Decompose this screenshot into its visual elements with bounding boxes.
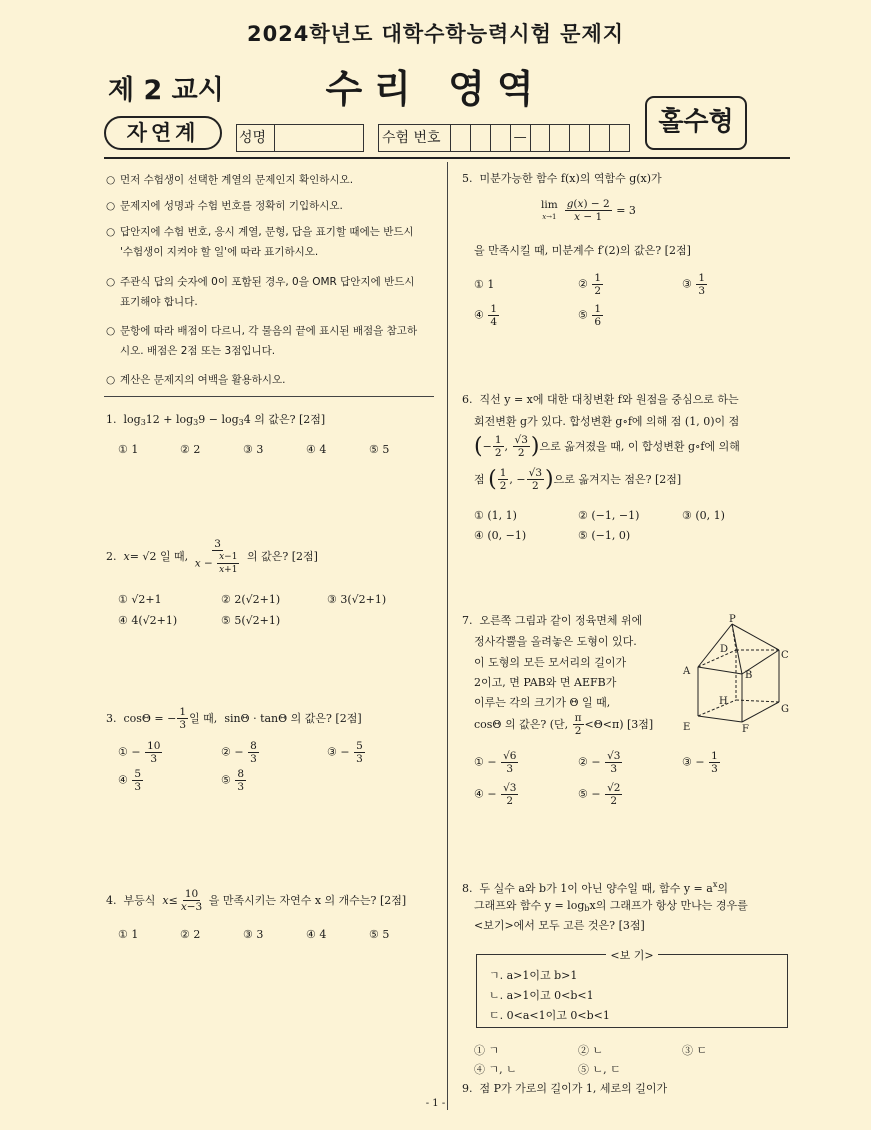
exam-number-field[interactable]: [378, 124, 630, 152]
answer-option[interactable]: ③ − $\frac{5}{3}$: [327, 740, 363, 765]
column-divider: [447, 162, 448, 1110]
answer-option[interactable]: ⑤ (−1, 0): [578, 529, 631, 542]
q8-line: <보기>에서 모두 고른 것은? [3점]: [474, 919, 645, 932]
q5-stem-end: 을 만족시킬 때, 미분계수 f′(2)의 값은? [2점]: [474, 244, 691, 257]
q6-options: [474, 509, 725, 522]
answer-option[interactable]: ③ 3: [243, 443, 264, 456]
exam-number-digit[interactable]: [491, 125, 511, 151]
answer-option[interactable]: ⑤ − $\frac{√2}{2}$: [578, 782, 621, 807]
exam-number-digit[interactable]: [610, 125, 629, 151]
vertex-label: P: [729, 614, 736, 625]
q6-line: 점 ( $\frac{1}{2}$ , − $\frac{√3}{2}$ ) 으로 옮겨지는 점은? [2점]: [474, 466, 682, 492]
name-field[interactable]: [236, 124, 364, 152]
question-3: 3. cosΘ = − $\frac{1}{3}$ 일 때, sinΘ · tanΘ 의 값은? [2점]: [106, 706, 362, 731]
answer-option[interactable]: ④ 4: [306, 443, 327, 456]
cube-pyramid-figure: [676, 612, 792, 736]
q2-options: [118, 593, 386, 606]
answer-option[interactable]: ④ 4(√2+1): [118, 614, 178, 627]
q5-options: [474, 272, 708, 297]
q6-line: 회전변환 g가 있다. 합성변환 g∘f에 의해 점 (1, 0)이 점: [474, 415, 740, 428]
q7-line: cosΘ 의 값은? (단, $\frac{\pi}{2}$ <Θ<π) [3점]: [474, 712, 654, 737]
q4-options: [118, 928, 389, 941]
question-4: 4. 부등식 x ≤ $\frac{10}{x-3}$ 을 만족시키는 자연수 x 의 개수는? [2점]: [106, 888, 407, 913]
name-input-area[interactable]: [275, 125, 363, 151]
vertex-label: E: [683, 722, 691, 733]
answer-option[interactable]: ④ 4: [306, 928, 327, 941]
answer-option[interactable]: ① 1: [118, 928, 139, 941]
vertex-label: F: [742, 724, 749, 735]
exam-number-digit[interactable]: [531, 125, 551, 151]
q1-options: [118, 443, 389, 456]
question-7: 7. 오른쪽 그림과 같이 정육면체 위에: [462, 614, 643, 627]
q3-options: [118, 768, 247, 793]
q2-options: [118, 614, 280, 627]
answer-option[interactable]: ④ − $\frac{√3}{2}$: [474, 782, 517, 807]
instruction-item: ○ 답안지에 수험 번호, 응시 계열, 문형, 답을 표기할 때에는 반드시 '수험생이 지켜야 할 일'에 따라 표기하시오.: [106, 226, 414, 258]
q6-line: ( − $\frac{1}{2}$ , $\frac{√3}{2}$ ) 으로 옮겨졌을 때, 이 합성변환 g∘f에 의해: [474, 433, 740, 459]
answer-option[interactable]: ⑤ $\frac{1}{6}$: [578, 303, 602, 328]
answer-option[interactable]: ④ $\frac{5}{3}$: [118, 768, 142, 793]
track-badge: 자연계: [104, 116, 222, 150]
answer-option[interactable]: ① √2+1: [118, 593, 162, 606]
exam-period: 제 2 교시: [108, 75, 224, 106]
answer-option[interactable]: ⑤ 5: [369, 443, 390, 456]
answer-option[interactable]: ③ − $\frac{1}{3}$: [682, 750, 718, 775]
instructions-divider: [104, 396, 434, 397]
question-9: 9. 점 P가 가로의 길이가 1, 세로의 길이가: [462, 1082, 668, 1095]
answer-option[interactable]: ⑤ ㄴ, ㄷ: [578, 1063, 621, 1076]
q8-options: [474, 1061, 621, 1077]
vertex-label: B: [745, 670, 753, 681]
answer-option[interactable]: ② − $\frac{√3}{3}$: [578, 750, 621, 775]
bogi-item: ㄴ. a>1이고 0<b<1: [489, 989, 594, 1002]
form-type-badge: 홀수형: [645, 96, 747, 150]
exam-number-digit[interactable]: [590, 125, 610, 151]
instruction-item: ○ 계산은 문제지의 여백을 활용하시오.: [106, 374, 286, 386]
vertex-label: G: [781, 704, 789, 715]
answer-option[interactable]: ② − $\frac{8}{3}$: [221, 740, 257, 765]
q7-line: 이 도형의 모든 모서리의 길이가: [474, 656, 627, 669]
question-1: 1. $\log_312 + \log_39 - \log_34$ 의 값은? [2점]: [106, 413, 326, 427]
exam-number-digit[interactable]: [451, 125, 471, 151]
answer-option[interactable]: ① − $\frac{10}{3}$: [118, 740, 161, 765]
answer-option[interactable]: ① 1: [474, 278, 495, 291]
q7-line: 정사각뿔을 올려놓은 도형이 있다.: [474, 635, 637, 648]
question-6: 6. 직선 y = x에 대한 대칭변환 f와 원점을 중심으로 하는: [462, 393, 739, 406]
answer-option[interactable]: ③ (0, 1): [682, 509, 725, 522]
exam-number-digit[interactable]: [570, 125, 590, 151]
q8-line: 그래프와 함수 $y = \log_bx$의 그래프가 항상 만나는 경우를: [474, 899, 748, 913]
subject-title: 수리 영역: [325, 67, 546, 111]
q7-options: [474, 782, 623, 807]
vertex-label: C: [781, 650, 789, 661]
answer-option[interactable]: ③ ㄷ: [682, 1044, 708, 1057]
answer-option[interactable]: ④ $\frac{1}{4}$: [474, 303, 498, 328]
q7-line: 이루는 각의 크기가 Θ 일 때,: [474, 696, 611, 709]
question-8: 8. 두 실수 a와 b가 1이 아닌 양수일 때, 함수 $y = a^x$의: [462, 880, 728, 895]
bogi-box: [476, 949, 788, 1028]
answer-option[interactable]: ② 2: [180, 443, 201, 456]
exam-number-digit[interactable]: [550, 125, 570, 151]
answer-option[interactable]: ⑤ 5(√2+1): [221, 614, 281, 627]
exam-number-label: 수험 번호: [379, 125, 451, 151]
bogi-title: <보 기>: [606, 949, 657, 962]
answer-option[interactable]: ⑤ 5: [369, 928, 390, 941]
page-number: - 1 -: [425, 1098, 446, 1109]
answer-option[interactable]: ② 2(√2+1): [221, 593, 281, 606]
bogi-item: ㄷ. 0<a<1이고 0<b<1: [489, 1009, 610, 1022]
answer-option[interactable]: ① (1, 1): [474, 509, 517, 522]
answer-option[interactable]: ② (−1, −1): [578, 509, 640, 522]
vertex-label: D: [720, 644, 729, 655]
answer-option[interactable]: ⑤ $\frac{8}{3}$: [221, 768, 245, 793]
answer-option[interactable]: ② 2: [180, 928, 201, 941]
answer-option[interactable]: ③ $\frac{1}{3}$: [682, 272, 706, 297]
answer-option[interactable]: ① 1: [118, 443, 139, 456]
instruction-item: ○ 문제지에 성명과 수험 번호를 정확히 기입하시오.: [106, 200, 343, 212]
q8-options: [474, 1042, 707, 1058]
q7-options: [474, 750, 721, 775]
header-divider: [104, 157, 790, 159]
answer-option[interactable]: ① − $\frac{√6}{3}$: [474, 750, 517, 775]
answer-option[interactable]: ② $\frac{1}{2}$: [578, 272, 602, 297]
q7-line: 2이고, 면 PAB와 면 AEFB가: [474, 676, 617, 689]
exam-number-dash: —: [511, 125, 531, 151]
instruction-item: ○ 문항에 따라 배점이 다르니, 각 물음의 끝에 표시된 배점을 참고하 시오. 배점은 2점 또는 3점입니다.: [106, 325, 418, 357]
answer-option[interactable]: ④ (0, −1): [474, 529, 527, 542]
name-label: 성명: [237, 125, 275, 151]
q5-limit: lim x→1 $\frac{g(x) - 2}{x - 1}$ = 3: [541, 198, 636, 223]
answer-option[interactable]: ③ 3(√2+1): [327, 593, 387, 606]
exam-number-digit[interactable]: [471, 125, 491, 151]
instruction-item: ○ 먼저 수험생이 선택한 계열의 문제인지 확인하시오.: [106, 174, 354, 186]
bogi-item: ㄱ. a>1이고 b>1: [489, 969, 578, 982]
question-2: 2. x = √2 일 때, 3 x − $\frac{x-1}{x+1}$ 의 값은? [2점]: [106, 538, 318, 575]
instruction-item: ○ 주관식 답의 숫자에 0이 포함된 경우, 0을 OMR 답안지에 반드시 표기해야 합니다.: [106, 276, 415, 308]
question-5: 5. 미분가능한 함수 f(x)의 역함수 g(x)가: [462, 172, 662, 185]
exam-title: 2024학년도 대학수학능력시험 문제지: [246, 22, 625, 46]
answer-option[interactable]: ④ ㄱ, ㄴ: [474, 1063, 517, 1076]
q5-options: [474, 303, 604, 328]
answer-option[interactable]: ② ㄴ: [578, 1044, 604, 1057]
q6-options: [474, 529, 630, 542]
q3-options: [118, 740, 366, 765]
answer-option[interactable]: ③ 3: [243, 928, 264, 941]
answer-option[interactable]: ① ㄱ: [474, 1044, 500, 1057]
vertex-label: A: [683, 666, 691, 677]
vertex-label: H: [719, 696, 728, 707]
